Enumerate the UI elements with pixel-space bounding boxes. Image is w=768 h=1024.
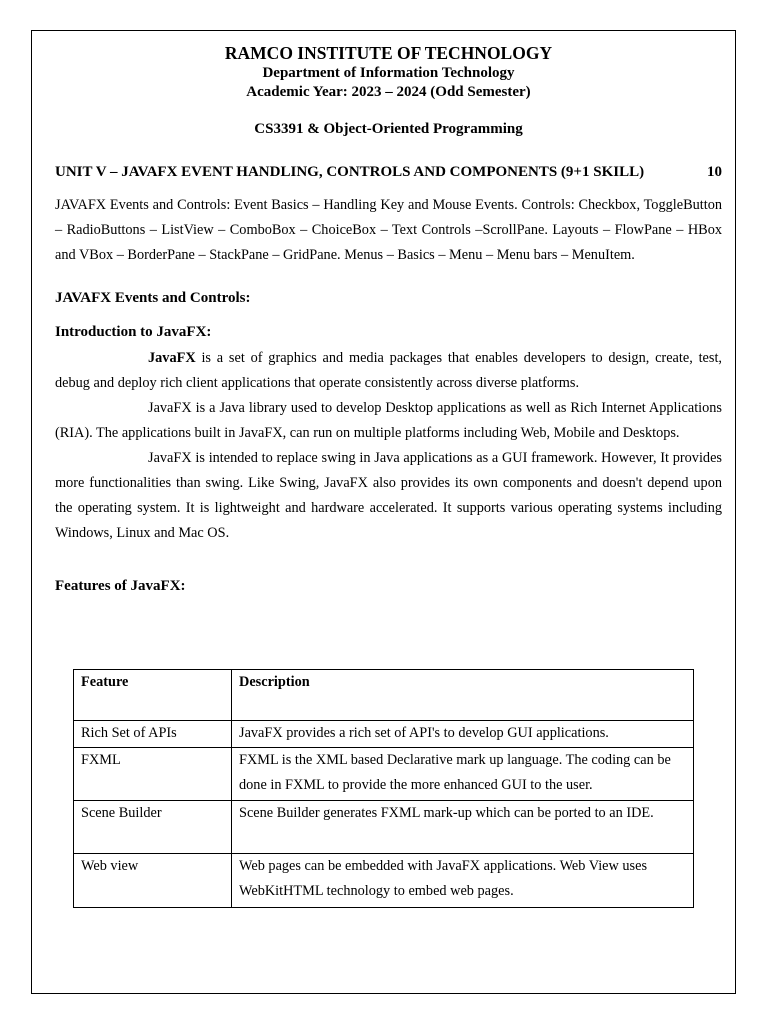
feature-cell: Scene Builder (74, 801, 232, 854)
features-table (73, 669, 694, 908)
course-title: CS3391 & Object-Oriented Programming (254, 121, 523, 137)
intro-paragraph-1-text: is a set of graphics and media packages that enables developers to design, create, test, debug and deploy rich client applications that operate consistently across diverse platforms. (55, 350, 722, 391)
intro-paragraph-3: JavaFX is intended to replace swing in Java applications as a GUI framework. However, It provides more functionalities than swing. Like Swing, JavaFX also provides its own components and doesn't depend upon the operating system. It is lightweight and hardware accelerated. It supports various operating systems including Windows, Linux and Mac OS. (55, 450, 722, 541)
javafx-bold-term: JavaFX (148, 350, 196, 366)
unit-hours: 10 (707, 164, 722, 180)
feature-cell: Rich Set of APIs (74, 721, 232, 748)
table-header-row (74, 670, 694, 721)
unit-heading (55, 163, 722, 182)
feature-cell: Web view (74, 854, 232, 908)
unit-syllabus: JAVAFX Events and Controls: Event Basics – Handling Key and Mouse Events. Controls: Checkbox, ToggleButton – RadioButtons – ListView – ComboBox – ChoiceBox – Text Controls –ScrollPane. Layouts – FlowPane – HBox and VBox – BorderPane – StackPane – GridPane. Menus – Basics – Menu – Menu bars – MenuItem. (55, 197, 722, 263)
feature-cell: FXML (74, 748, 232, 801)
table-row (74, 854, 694, 908)
table-header-feature: Feature (74, 670, 232, 721)
description-cell: FXML is the XML based Declarative mark up language. The coding can be done in FXML to provide the more enhanced GUI to the user. (232, 748, 694, 801)
institute-name: RAMCO INSTITUTE OF TECHNOLOGY (224, 43, 553, 63)
table-row (74, 748, 694, 801)
intro-heading: Introduction to JavaFX: (55, 324, 212, 340)
description-cell: Scene Builder generates FXML mark-up which can be ported to an IDE. (232, 801, 694, 854)
table-header-description: Description (232, 670, 694, 721)
description-cell: Web pages can be embedded with JavaFX applications. Web View uses WebKitHTML technology to embed web pages. (232, 854, 694, 908)
table-row (74, 801, 694, 854)
academic-year: Academic Year: 2023 – 2024 (Odd Semester) (246, 84, 531, 100)
events-heading: JAVAFX Events and Controls: (55, 290, 251, 306)
document-body (55, 42, 722, 596)
table-row (74, 721, 694, 748)
intro-paragraph-1 (55, 346, 722, 396)
intro-paragraph-2: JavaFX is a Java library used to develop Desktop applications as well as Rich Internet Applications (RIA). The applications built in JavaFX, can run on multiple platforms including Web, Mobile and Desktops. (55, 400, 722, 441)
department-name: Department of Information Technology (262, 65, 515, 81)
description-cell: JavaFX provides a rich set of API's to develop GUI applications. (232, 721, 694, 748)
features-heading: Features of JavaFX: (55, 578, 186, 594)
unit-title: UNIT V – JAVAFX EVENT HANDLING, CONTROLS AND COMPONENTS (9+1 SKILL) (55, 164, 645, 180)
